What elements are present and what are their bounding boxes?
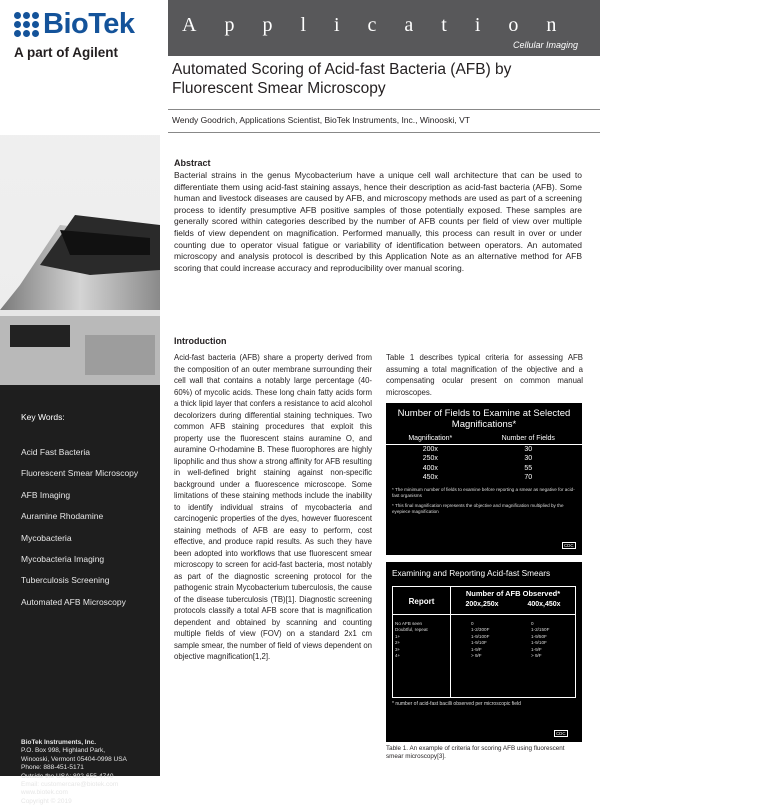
keyword-item: Mycobacteria: [21, 532, 72, 543]
table-cell: 2+: [395, 640, 401, 646]
cdc-reference-badge: CDC: [564, 543, 574, 548]
magnification-headers: [451, 601, 575, 608]
table-row: [386, 454, 582, 464]
table-cell: 200x: [422, 446, 438, 453]
biotek-logo: [14, 8, 164, 41]
table-row: [386, 445, 582, 455]
company-email[interactable]: Email: customercare@biotek.com: [21, 781, 119, 789]
table-footnote: * This final magnification represents the objective and magnification multiplied by the eyepiece magnification: [392, 502, 564, 514]
table-cell: 1+: [395, 633, 401, 639]
microscope-instrument-image: [0, 135, 160, 395]
table-cell: 1-2/150F: [531, 627, 550, 633]
table-cell: 450x: [422, 474, 438, 482]
table-footnote: * The minimum number of fields to examine before reporting a smear as negative for acid-fast organisms: [392, 486, 575, 498]
column-header: Report: [393, 587, 450, 615]
table-cell: 0: [531, 621, 534, 626]
abstract-text: Bacterial strains in the genus Mycobacterium have a unique cell wall architecture that can be used to differentiate them using acid-fast staining assays, hence their description as acid-fast bacteria (AFB). Some human and livestock diseases are caused by AFB, and microscopy methods are used as part of a screening process to identify presumptive AFB positive samples of those potentially exposed. These samples are generally scored within categories described by the number of AFB counts per field of view over multiple fields of view dependent on magnification. Performed manually, this process can result in over or under counting due to operator visual fatigue or variability of identification between operators. An automated microscopy and analysis protocol is described by this Application Note as an alternative method for AFB scoring that could increase accuracy and reproducibility over manual scoring.: [174, 170, 582, 273]
column-header: Magnification*: [386, 433, 475, 445]
table-row: [393, 653, 575, 659]
table-cell: 1-9/10F: [531, 640, 547, 646]
table-cell: 1-9/100F: [471, 633, 490, 639]
column-header: Number of Fields: [475, 433, 582, 445]
company-phone: Phone: 888-451-5171: [21, 764, 84, 772]
magnification-header: 400x,450x: [527, 601, 561, 608]
table-title: Examining and Reporting Acid-fast Smears: [392, 568, 551, 578]
category-label: Cellular Imaging: [512, 40, 578, 50]
brand-block: [14, 8, 164, 60]
keyword-item: Tuberculosis Screening: [21, 575, 110, 586]
table-cell: 1-9/10F: [471, 640, 487, 646]
application-note-label: Application Note: [182, 14, 768, 36]
keyword-item: Automated AFB Microscopy: [21, 596, 126, 607]
keyword-item: Acid Fast Bacteria: [21, 447, 90, 457]
header-bar: [168, 0, 768, 56]
table-cell: 55: [524, 464, 533, 472]
table-footnote: * number of acid-fast bacilli observed per microscopic field: [392, 701, 521, 707]
table-cell: 0: [471, 621, 474, 626]
table-reporting-smears: [386, 562, 582, 742]
table-cell: > 9/F: [471, 653, 482, 659]
company-contact: [21, 739, 151, 806]
table-cell: 1-9/50F: [531, 633, 547, 639]
introduction-column-2: Table 1 describes typical criteria for assessing AFB assuming a total magnification of the objective and a compensating ocular present on common manual microscopes.: [386, 353, 583, 397]
document-title: Automated Scoring of Acid-fast Bacteria (AFB) by Fluorescent Smear Microscopy: [172, 61, 512, 97]
table-title: Number of Fields to Examine at Selected Magnifications*: [397, 408, 571, 430]
company-website[interactable]: www.biotek.com: [21, 789, 68, 797]
table-header-row: [386, 433, 582, 445]
introduction-column-1: Acid-fast bacteria (AFB) share a property derived from the composition of an outer membrane surrounding their cell wall that contains a notably large percentage (40-60%) of mycolic acids. These long chain fatty acids form a thick lipid layer that confers a resistance to acid alcohol decolorizers during differential staining techniques. Two common AFB staining procedures that exploit this property use the fluorescent stains auramine O, and auramine O-rhodamine B. These fluorophores are highly lipophilic and thus show a strong affinity for AFB resulting in well-defined bright staining against non-specific background under a fluorescence microscope. Some limitations of these staining methods include the inability to identify individual strains of mycobacteria and carcinogenic properties of the dyes, however fluorescent staining methods of AFB are easy to perform, cost effective, and produce rapid results. As such they have been adopted into workflows that use fluorescent smear microscopy to screen for acid-fast bacteria, most notably as part of the diagnostic screening protocol for the pathogenic strain Mycobacterium tuberculosis, the cause of the disease tuberculosis (TB)[1]. Diagnostic screening protocols classify a total AFB score that is magnification dependent and obtained by scanning and counting multiple fields of view (FOV) on a standard 2x1 cm sample smear, the number of field of views dependent on objective magnification[1,2].: [174, 353, 372, 661]
author-line: Wendy Goodrich, Applications Scientist, BioTek Instruments, Inc., Winooski, VT: [172, 115, 470, 125]
sidebar: [0, 135, 160, 805]
table-fields-to-examine: [386, 403, 582, 555]
cdc-reference-badge: CDC: [556, 731, 566, 736]
column-header: Number of AFB Observed*: [465, 589, 561, 598]
reporting-rows: [393, 621, 575, 659]
divider: [168, 132, 600, 133]
magnification-header: 200x,250x: [465, 601, 499, 608]
table-cell: 3+: [395, 646, 401, 652]
logo-dots-icon: [14, 12, 39, 37]
keywords-title: Key Words:: [21, 412, 65, 422]
fields-table: [386, 433, 582, 483]
table-cell: 400x: [422, 464, 438, 472]
table-cell: Doubtful, repeat: [395, 627, 428, 633]
table-cell: 30: [524, 455, 533, 463]
table-cell: 1-9/F: [531, 646, 542, 652]
table-cell: No AFB seen: [395, 621, 423, 626]
keyword-item: Mycobacteria Imaging: [21, 553, 105, 564]
keyword-item: Auramine Rhodamine: [21, 511, 104, 522]
table-cell: 1-2/300F: [471, 627, 490, 633]
abstract-heading: Abstract: [174, 158, 211, 168]
table-caption: Table 1. An example of criteria for scoring AFB using fluorescent smear microscopy[3].: [386, 745, 565, 760]
company-name: BioTek Instruments, Inc.: [21, 739, 97, 746]
company-phone-intl: Outside the USA: 802-655-4740: [21, 772, 114, 780]
table-cell: 250x: [422, 455, 438, 463]
keyword-list: [21, 447, 138, 618]
divider: [168, 109, 600, 110]
table-cell: 70: [524, 474, 533, 482]
reporting-grid: [392, 586, 576, 698]
observed-column-header: [451, 587, 575, 615]
table-cell: 30: [524, 446, 533, 453]
introduction-heading: Introduction: [174, 336, 227, 346]
table-cell: 4+: [395, 653, 401, 659]
table-row: [386, 473, 582, 483]
company-address: P.O. Box 998, Highland Park,: [21, 747, 106, 755]
keyword-item: Fluorescent Smear Microscopy: [21, 468, 139, 479]
table-cell: > 9/F: [531, 653, 542, 659]
company-address: Winooski, Vermont 05404-0998 USA: [21, 755, 127, 763]
keyword-item: AFB Imaging: [21, 489, 71, 500]
tagline: A part of Agilent: [14, 45, 118, 60]
logo-text: BioTek: [43, 8, 135, 40]
table-row: [386, 464, 582, 474]
table-cell: 1-9/F: [471, 646, 482, 652]
copyright: Copyright © 2019: [21, 797, 72, 805]
